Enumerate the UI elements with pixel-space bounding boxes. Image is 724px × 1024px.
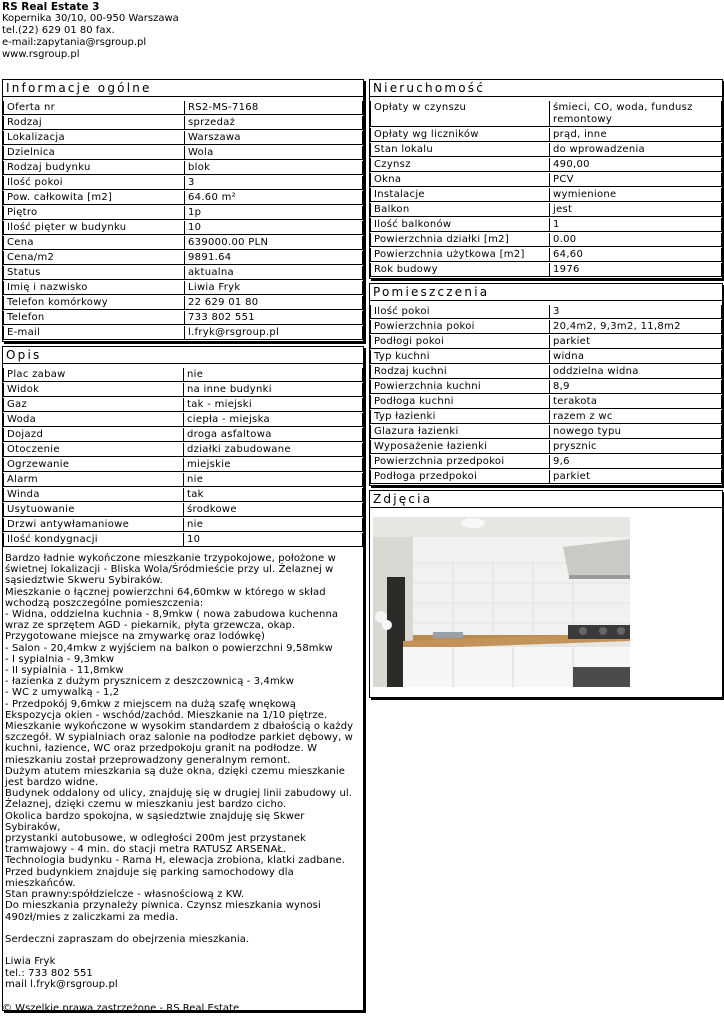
company-email[interactable]: e-mail:zapytania@rsgroup.pl (2, 37, 147, 48)
row-value: blok (185, 161, 363, 175)
row-value: widna (550, 350, 722, 364)
row-label: Rok budowy (370, 263, 550, 277)
row-value: 8,9 (550, 380, 722, 394)
row-value: nie (184, 518, 363, 532)
row-label: Dzielnica (3, 146, 185, 160)
nieruchomosc-table (370, 100, 722, 278)
table-row (370, 173, 722, 187)
table-row (3, 326, 363, 340)
table-row (370, 440, 722, 454)
row-label: Woda (3, 413, 184, 427)
row-value: nowego typu (550, 425, 722, 439)
row-label: Ilość balkonów (370, 218, 550, 232)
table-row (3, 443, 363, 457)
informacje-table (3, 100, 363, 341)
table-row (370, 455, 722, 469)
row-label: Rodzaj (3, 116, 185, 130)
section-title-pomieszczenia: Pomieszczenia (370, 284, 722, 301)
row-label: Powierzchnia działki [m2] (370, 233, 550, 247)
row-label: Powierzchnia użytkowa [m2] (370, 248, 550, 262)
table-row (370, 395, 722, 409)
row-value: 9891.64 (185, 251, 363, 265)
row-value: aktualna (185, 266, 363, 280)
row-value: śmieci, CO, woda, fundusz remontowy (550, 101, 722, 127)
row-value: nie (184, 473, 363, 487)
table-row (370, 143, 722, 157)
row-value: 22 629 01 80 (185, 296, 363, 310)
section-title-nieruchomosc: Nieruchomość (370, 80, 722, 97)
table-row (3, 206, 363, 220)
row-label: Wyposażenie łazienki (370, 440, 550, 454)
row-label: Typ łazienki (370, 410, 550, 424)
table-row (3, 161, 363, 175)
table-row (3, 428, 363, 442)
row-value: 1p (185, 206, 363, 220)
table-row (3, 116, 363, 130)
row-label: Podłogi pokoi (370, 335, 550, 349)
row-label: Cena/m2 (3, 251, 185, 265)
table-row (3, 251, 363, 265)
row-label: Glazura łazienki (370, 425, 550, 439)
table-row (3, 191, 363, 205)
table-row (3, 236, 363, 250)
row-label: Winda (3, 488, 184, 502)
row-value: ciepła - miejska (184, 413, 363, 427)
row-label: Powierzchnia przedpokoi (370, 455, 550, 469)
row-value: miejskie (184, 458, 363, 472)
row-value: działki zabudowane (184, 443, 363, 457)
row-value: parkiet (550, 470, 722, 484)
row-value: 733 802 551 (185, 311, 363, 325)
right-column (369, 79, 723, 702)
offer-description: Bardzo ładnie wykończone mieszkanie trzypokojowe, położone w świetnej lokalizacji - Bliska Wola/Śródmieście przy ul. Żelaznej w sąsiedztwie Skweru Sybiraków. Mieszkanie o łącznej powierzchni 64,60mkw w którego w skład wchodzą poszczególne pomieszczenia: - Widna, oddzielna kuchnia - 8,9mkw ( nowa zabudowa kuchenna wraz ze sprzętem AGD - piekarnik, płyta grzewcza, okap. Przygotowane miejsce na zmywarkę oraz lodówkę) - Salon - 20,4mkw z wyjściem na balkon o powierzchni 9,58mkw - I sypialnia - 9,3mkw - II sypialnia - 11,8mkw - łazienka z dużym prysznicem z deszczownicą - 3,4mkw - WC z umywalką - 1,2 - Przedpokój 9,6mkw z miejscem na dużą szafę wnękową Ekspozycja okien - wschód/zachód. Mieszkanie na 1/10 piętrze. Mieszkanie wykończone w wysokim standardem z dbałością o każdy szczegół. W sypialniach oraz salonie na podłodze parkiet dębowy, w kuchni, łazience, WC oraz przedpokoju granit na podłodze. W mieszkaniu został przeprowadzony generalnym remont. Dużym atutem mieszkania są duże okna, dzięki czemu mieszkanie jest bardzo widne. Budynek oddalony od ulicy, znajduję się w drugiej linii zabudowy ul. Żelaznej, dzięki czemu w mieszkaniu jest bardzo cicho. Okolica bardzo spokojna, w sąsiedztwie znajduję się Skwer Sybiraków, przystanki autobusowe, w odległości 200m jest przystanek tramwajowy - 4 min. do stacji metra RATUSZ ARSENAŁ. Technologia budynku - Rama H, elewacja zrobiona, klatki zadbane. Przed budynkiem znajduje się parking samochodowy dla mieszkańców. Stan prawny:spółdzielcze - własnościową z KW. Do mieszkania przynależy piwnica. Czynsz mieszkania wynosi 490zł/mies z zaliczkami za media. Serdeczni zapraszam do obejrzenia mieszkania. Liwia Fryk tel.: 733 802 551 mail l.fryk@rsgroup.pl (5, 553, 354, 990)
row-value: terakota (550, 395, 722, 409)
row-label: Rodzaj kuchni (370, 365, 550, 379)
company-website[interactable]: www.rsgroup.pl (2, 49, 80, 60)
table-row (370, 320, 722, 334)
section-nieruchomosc (369, 79, 723, 279)
row-label: Ilość pokoi (3, 176, 185, 190)
row-label: Rodzaj budynku (3, 161, 185, 175)
row-label: Usytuowanie (3, 503, 184, 517)
row-label: Podłoga kuchni (370, 395, 550, 409)
row-value: RS2-MS-7168 (185, 101, 363, 115)
company-address: Kopernika 30/10, 00-950 Warszawa (2, 13, 179, 24)
table-row (3, 503, 363, 517)
opis-table (3, 367, 363, 548)
table-row (370, 158, 722, 172)
table-row (3, 281, 363, 295)
row-label: Drzwi antywłamaniowe (3, 518, 184, 532)
row-value: prąd, inne (550, 128, 722, 142)
row-label: Telefon komórkowy (3, 296, 185, 310)
row-value: 9,6 (550, 455, 722, 469)
row-value: sprzedaż (185, 116, 363, 130)
row-value: 3 (185, 176, 363, 190)
table-row (3, 311, 363, 325)
row-value: jest (550, 203, 722, 217)
table-row (3, 131, 363, 145)
row-value: tak (184, 488, 363, 502)
table-row (370, 365, 722, 379)
row-label: Opłaty wg liczników (370, 128, 550, 142)
table-row (370, 101, 722, 127)
table-row (370, 470, 722, 484)
row-value: 10 (184, 533, 363, 547)
section-title-zdjecia: Zdjęcia (370, 491, 722, 508)
row-value: wymienione (550, 188, 722, 202)
row-label: Dojazd (3, 428, 184, 442)
table-row (3, 176, 363, 190)
section-title-informacje: Informacje ogólne (3, 80, 363, 97)
table-row (3, 266, 363, 280)
row-value: 1 (550, 218, 722, 232)
row-value: 20,4m2, 9,3m2, 11,8m2 (550, 320, 722, 334)
company-phone: tel.(22) 629 01 80 fax. (2, 25, 115, 36)
row-label: Telefon (3, 311, 185, 325)
row-value: oddzielna widna (550, 365, 722, 379)
row-value: Wola (185, 146, 363, 160)
row-value: parkiet (550, 335, 722, 349)
row-label: Piętro (3, 206, 185, 220)
row-value: tak - miejski (184, 398, 363, 412)
table-row (3, 368, 363, 382)
pomieszczenia-table (370, 304, 722, 485)
section-pomieszczenia (369, 283, 723, 486)
row-label: Opłaty w czynszu (370, 101, 550, 127)
row-value: 64.60 m² (185, 191, 363, 205)
row-label: Lokalizacja (3, 131, 185, 145)
table-row (3, 473, 363, 487)
row-label: Alarm (3, 473, 184, 487)
row-label: Stan lokalu (370, 143, 550, 157)
company-name: RS Real Estate 3 (2, 1, 100, 13)
table-row (370, 128, 722, 142)
table-row (3, 413, 363, 427)
row-value: 490,00 (550, 158, 722, 172)
row-value: l.fryk@rsgroup.pl (185, 326, 363, 340)
row-label: Czynsz (370, 158, 550, 172)
row-label: Ilość pokoi (370, 305, 550, 319)
row-label: Powierzchnia kuchni (370, 380, 550, 394)
row-label: Status (3, 266, 185, 280)
row-label: Powierzchnia pokoi (370, 320, 550, 334)
section-informacje (2, 79, 364, 342)
row-label: Ogrzewanie (3, 458, 184, 472)
table-row (370, 218, 722, 232)
row-label: Typ kuchni (370, 350, 550, 364)
row-label: Pow. całkowita [m2] (3, 191, 185, 205)
row-label: Cena (3, 236, 185, 250)
row-label: Gaz (3, 398, 184, 412)
row-value: 0.00 (550, 233, 722, 247)
table-row (370, 350, 722, 364)
row-value: droga asfaltowa (184, 428, 363, 442)
table-row (3, 518, 363, 532)
row-label: Ilość kondygnacji (3, 533, 184, 547)
row-label: Plac zabaw (3, 368, 184, 382)
copyright-footer: © Wszelkie prawa zastrzeżone - RS Real Estate (2, 1003, 240, 1014)
row-value: 3 (550, 305, 722, 319)
row-value: na inne budynki (184, 383, 363, 397)
row-label: Widok (3, 383, 184, 397)
section-title-opis: Opis (3, 347, 363, 364)
row-label: Balkon (370, 203, 550, 217)
table-row (3, 458, 363, 472)
row-label: Instalacje (370, 188, 550, 202)
table-row (370, 305, 722, 319)
row-value: PCV (550, 173, 722, 187)
table-row (370, 335, 722, 349)
table-row (370, 203, 722, 217)
row-value: Warszawa (185, 131, 363, 145)
row-label: E-mail (3, 326, 185, 340)
table-row (3, 146, 363, 160)
row-label: Otoczenie (3, 443, 184, 457)
row-label: Oferta nr (3, 101, 185, 115)
row-value: środkowe (184, 503, 363, 517)
left-column (2, 79, 364, 1015)
table-row (3, 221, 363, 235)
kitchen-photo[interactable] (373, 517, 630, 687)
row-value: nie (184, 368, 363, 382)
table-row (370, 233, 722, 247)
row-value: 64,60 (550, 248, 722, 262)
table-row (3, 533, 363, 547)
row-value: 639000.00 PLN (185, 236, 363, 250)
row-value: razem z wc (550, 410, 722, 424)
section-opis (2, 346, 364, 1011)
section-zdjecia (369, 490, 723, 698)
row-value: do wprowadzenia (550, 143, 722, 157)
table-row (3, 296, 363, 310)
row-label: Ilość pięter w budynku (3, 221, 185, 235)
table-row (370, 263, 722, 277)
table-row (3, 101, 363, 115)
row-value: prysznic (550, 440, 722, 454)
row-value: 10 (185, 221, 363, 235)
table-row (3, 488, 363, 502)
row-label: Podłoga przedpokoi (370, 470, 550, 484)
row-value: Liwia Fryk (185, 281, 363, 295)
table-row (3, 398, 363, 412)
table-row (370, 380, 722, 394)
row-label: Imię i nazwisko (3, 281, 185, 295)
table-row (370, 248, 722, 262)
company-header (2, 1, 179, 61)
table-row (370, 410, 722, 424)
table-row (370, 425, 722, 439)
table-row (370, 188, 722, 202)
table-row (3, 383, 363, 397)
row-label: Okna (370, 173, 550, 187)
row-value: 1976 (550, 263, 722, 277)
